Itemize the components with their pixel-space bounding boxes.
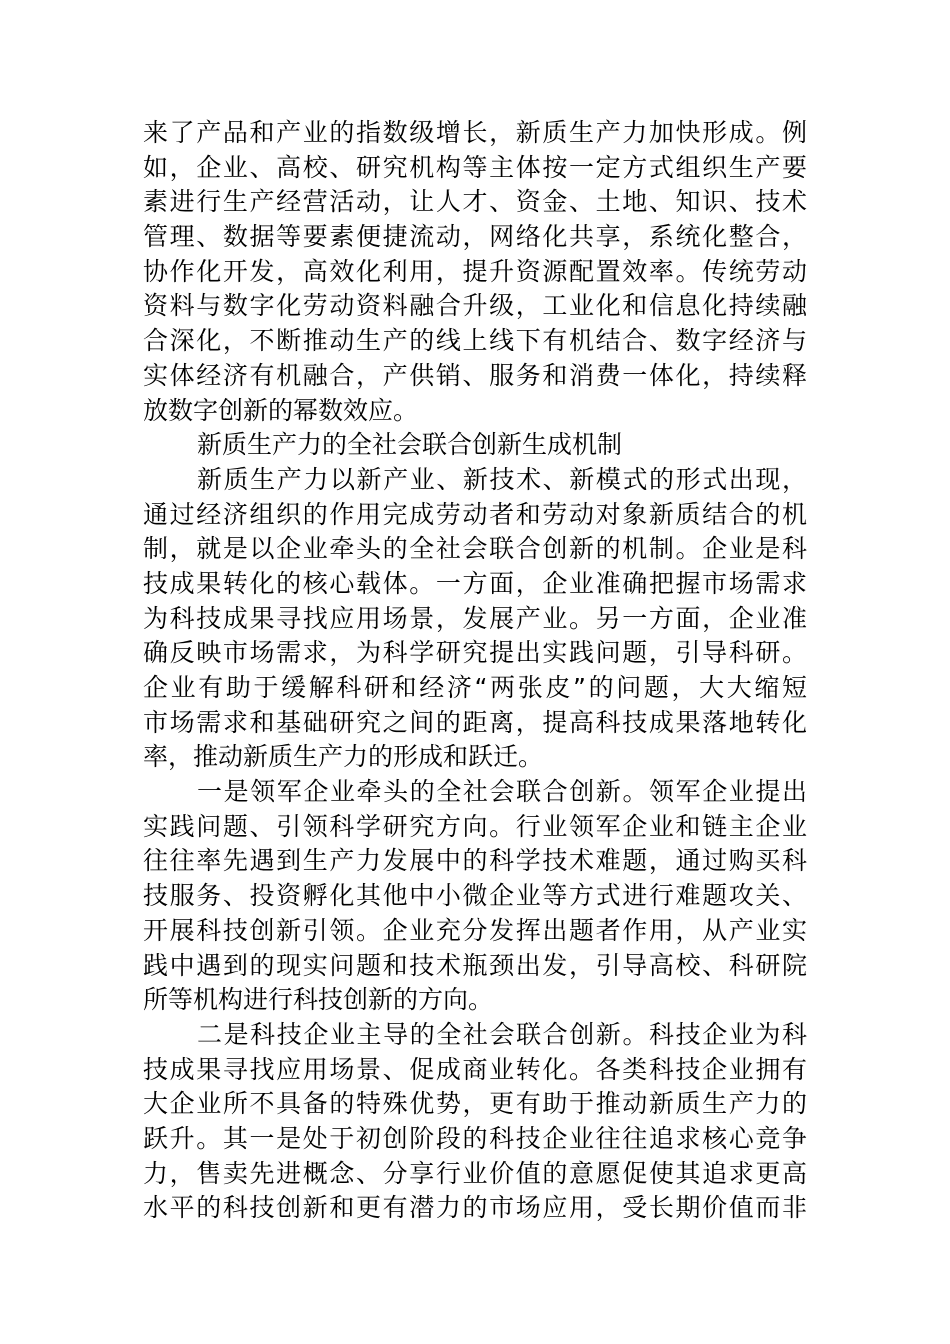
text-line: 力，售卖先进概念、分享行业价值的意愿促使其追求更高 — [143, 1158, 807, 1188]
heading-text: 新质生产力的全社会联合创新生成机制 — [197, 430, 623, 460]
text-line: 企业有助于缓解科研和经济“两张皮”的问题，大大缩短 — [143, 673, 807, 702]
text-line: 实体经济有机融合，产供销、服务和消费一体化，持续释 — [143, 360, 807, 390]
text-line: 合深化，不断推动生产的线上线下有机结合、数字经济与 — [143, 326, 807, 356]
text-line: 大企业所不具备的特殊优势，更有助于推动新质生产力的 — [143, 1089, 807, 1119]
text-line: 水平的科技创新和更有潜力的市场应用，受长期价值而非 — [143, 1193, 807, 1223]
text-line: 制，就是以企业牵头的全社会联合创新的机制。企业是科 — [143, 534, 807, 564]
body-text — [143, 116, 807, 1226]
text-line: 来了产品和产业的指数级增长，新质生产力加快形成。例 — [143, 118, 807, 147]
paragraph-continuation — [143, 116, 807, 428]
text-line: 所等机构进行科技创新的方向。 — [143, 985, 494, 1015]
text-line: 确反映市场需求，为科学研究提出实践问题，引导科研。 — [143, 638, 807, 668]
text-line: 管理、数据等要素便捷流动，网络化共享，系统化整合， — [143, 222, 807, 252]
paragraph — [143, 775, 807, 1018]
text-line: 一是领军企业牵头的全社会联合创新。领军企业提出 — [197, 777, 807, 807]
text-line: 开展科技创新引领。企业充分发挥出题者作用，从产业实 — [143, 915, 807, 945]
text-line: 往往率先遇到生产力发展中的科学技术难题，通过购买科 — [143, 846, 807, 876]
text-line: 通过经济组织的作用完成劳动者和劳动对象新质结合的机 — [143, 499, 807, 529]
section-heading — [143, 428, 807, 463]
text-line: 新质生产力以新产业、新技术、新模式的形式出现， — [197, 464, 807, 494]
paragraph — [143, 1018, 807, 1226]
text-line: 跃升。其一是处于初创阶段的科技企业往往追求核心竞争 — [143, 1123, 807, 1153]
text-line: 素进行生产经营活动，让人才、资金、土地、知识、技术 — [143, 187, 807, 217]
text-line: 放数字创新的幂数效应。 — [143, 395, 419, 425]
text-line: 率，推动新质生产力的形成和跃迁。 — [143, 742, 544, 772]
paragraph — [143, 463, 807, 775]
text-line: 市场需求和基础研究之间的距离，提高科技成果落地转化 — [143, 707, 807, 737]
text-line: 协作化开发，高效化利用，提升资源配置效率。传统劳动 — [143, 256, 807, 286]
text-line: 资料与数字化劳动资料融合升级，工业化和信息化持续融 — [143, 291, 807, 321]
text-line: 技成果转化的核心载体。一方面，企业准确把握市场需求 — [143, 568, 807, 598]
text-line: 技服务、投资孵化其他中小微企业等方式进行难题攻关、 — [143, 881, 807, 911]
text-line: 如，企业、高校、研究机构等主体按一定方式组织生产要 — [143, 152, 807, 182]
text-line: 技成果寻找应用场景、促成商业转化。各类科技企业拥有 — [143, 1054, 807, 1084]
text-line: 二是科技企业主导的全社会联合创新。科技企业为科 — [197, 1019, 807, 1049]
text-line: 实践问题、引领科学研究方向。行业领军企业和链主企业 — [143, 811, 807, 841]
text-line: 践中遇到的现实问题和技术瓶颈出发，引导高校、科研院 — [143, 950, 807, 980]
text-line: 为科技成果寻找应用场景，发展产业。另一方面，企业准 — [143, 603, 807, 633]
